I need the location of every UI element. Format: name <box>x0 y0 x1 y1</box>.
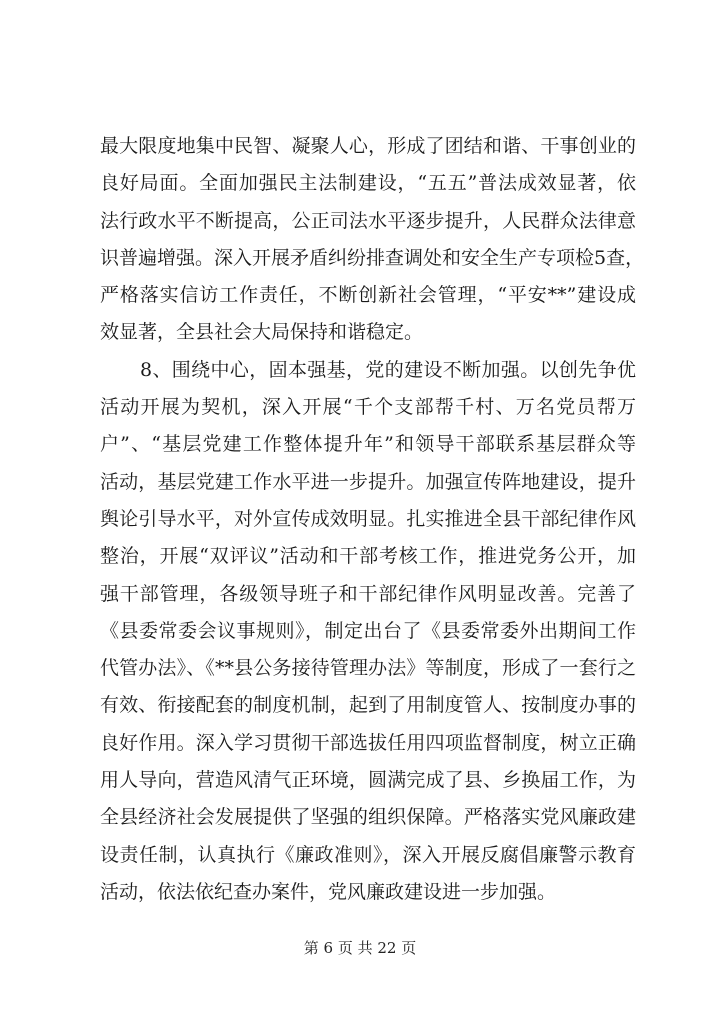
text-line: 8、围绕中心，固本强基，党的建设不断加强。以创先争优 <box>140 358 636 381</box>
text-line: 强干部管理，各级领导班子和干部纪律作风明显改善。完善了 <box>100 582 636 605</box>
paragraph-2 <box>100 352 636 911</box>
text-line: 严格落实信访工作责任，不断创新社会管理，“平安**”建设成 <box>100 284 636 307</box>
text-line: 活动，依法依纪查办案件，党风廉政建设进一步加强。 <box>100 880 557 903</box>
text-line: 代管办法》、《**县公务接待管理办法》等制度，形成了一套行之 <box>100 657 636 680</box>
text-line: 良好局面。全面加强民主法制建设，“五五”普法成效显著，依 <box>100 172 636 195</box>
text-line: 全县经济社会发展提供了坚强的组织保障。严格落实党风廉政建 <box>100 806 636 829</box>
text-line: 活动，基层党建工作水平进一步提升。加强宣传阵地建设，提升 <box>100 470 636 493</box>
text-line: 户”、“基层党建工作整体提升年”和领导干部联系基层群众等 <box>100 433 636 456</box>
text-line: 有效、衔接配套的制度机制，起到了用制度管人、按制度办事的 <box>100 694 636 717</box>
paragraph-1 <box>100 128 645 352</box>
text-line: 法行政水平不断提高，公正司法水平逐步提升，人民群众法律意 <box>100 209 636 232</box>
text-line: 用人导向，营造风清气正环境，圆满完成了县、乡换届工作，为 <box>100 769 636 792</box>
text-line: 活动开展为契机，深入开展“千个支部帮千村、万名党员帮万 <box>100 396 636 419</box>
text-line: 良好作用。深入学习贯彻干部选拔任用四项监督制度，树立正确 <box>100 731 636 754</box>
text-line: 设责任制，认真执行《廉政准则》，深入开展反腐倡廉警示教育 <box>100 843 636 866</box>
text-line: 最大限度地集中民智、凝聚人心，形成了团结和谐、干事创业的 <box>100 135 636 157</box>
text-line: 识普遍增强。深入开展矛盾纠纷排查调处和安全生产专项检5查， <box>100 246 645 269</box>
page-number-footer: 第 6 页 共 22 页 <box>303 939 417 957</box>
text-line: 《县委常委会议事规则》，制定出台了《县委常委外出期间工作 <box>100 619 636 642</box>
text-line: 效显著，全县社会大局保持和谐稳定。 <box>100 321 424 344</box>
text-line: 舆论引导水平，对外宣传成效明显。扎实推进全县干部纪律作风 <box>100 507 636 530</box>
text-line: 整治，开展“双评议”活动和干部考核工作，推进党务公开，加 <box>100 545 636 568</box>
body-text <box>100 128 645 911</box>
